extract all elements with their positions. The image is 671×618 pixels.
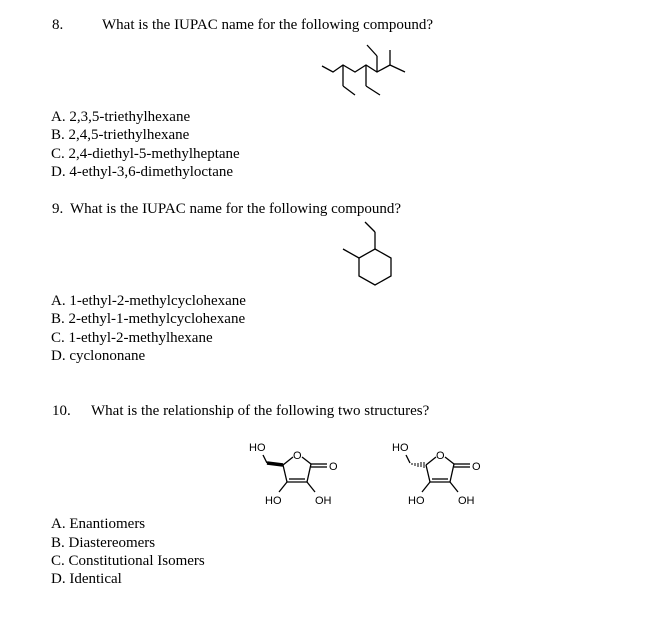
left-ho-bottom-label: HO — [265, 495, 282, 507]
left-ring-o-label: O — [293, 450, 302, 462]
question-9-option-d: D. cyclononane — [51, 348, 146, 364]
question-9-option-b: B. 2-ethyl-1-methylcyclohexane — [51, 311, 246, 327]
question-8-number: 8. — [52, 17, 64, 33]
question-9-structure — [335, 218, 405, 293]
question-10-option-d: D. Identical — [51, 571, 122, 587]
question-10-prompt: What is the relationship of the following two structures? — [91, 403, 430, 419]
right-ho-bottom-label: HO — [408, 495, 425, 507]
right-oh-bottom-label: OH — [458, 495, 475, 507]
right-carbonyl-o-label: O — [472, 461, 481, 473]
question-8-option-a: A. 2,3,5-triethylhexane — [51, 109, 191, 125]
right-ho-top-label: HO — [392, 442, 409, 454]
question-8-prompt: What is the IUPAC name for the following compound? — [102, 17, 434, 33]
question-10-option-b: B. Diastereomers — [51, 535, 156, 551]
left-oh-bottom-label: OH — [315, 495, 332, 507]
question-8-option-d: D. 4-ethyl-3,6-dimethyloctane — [51, 164, 234, 180]
question-9-prompt: What is the IUPAC name for the following compound? — [70, 201, 402, 217]
left-carbonyl-o-label: O — [329, 461, 338, 473]
question-10-option-a: A. Enantiomers — [51, 516, 146, 532]
question-9-option-a: A. 1-ethyl-2-methylcyclohexane — [51, 293, 246, 309]
question-9-option-c: C. 1-ethyl-2-methylhexane — [51, 330, 213, 346]
question-8-option-b: B. 2,4,5-triethylhexane — [51, 127, 190, 143]
question-10-structure-left — [245, 436, 355, 516]
question-9-number: 9. — [52, 201, 64, 217]
right-ring-o-label: O — [436, 450, 445, 462]
question-10-number: 10. — [52, 403, 71, 419]
question-10-option-c: C. Constitutional Isomers — [51, 553, 205, 569]
question-10-structure-right — [388, 436, 498, 516]
left-ho-top-label: HO — [249, 442, 266, 454]
question-8-option-c: C. 2,4-diethyl-5-methylheptane — [51, 146, 240, 162]
question-8-structure — [315, 38, 415, 108]
